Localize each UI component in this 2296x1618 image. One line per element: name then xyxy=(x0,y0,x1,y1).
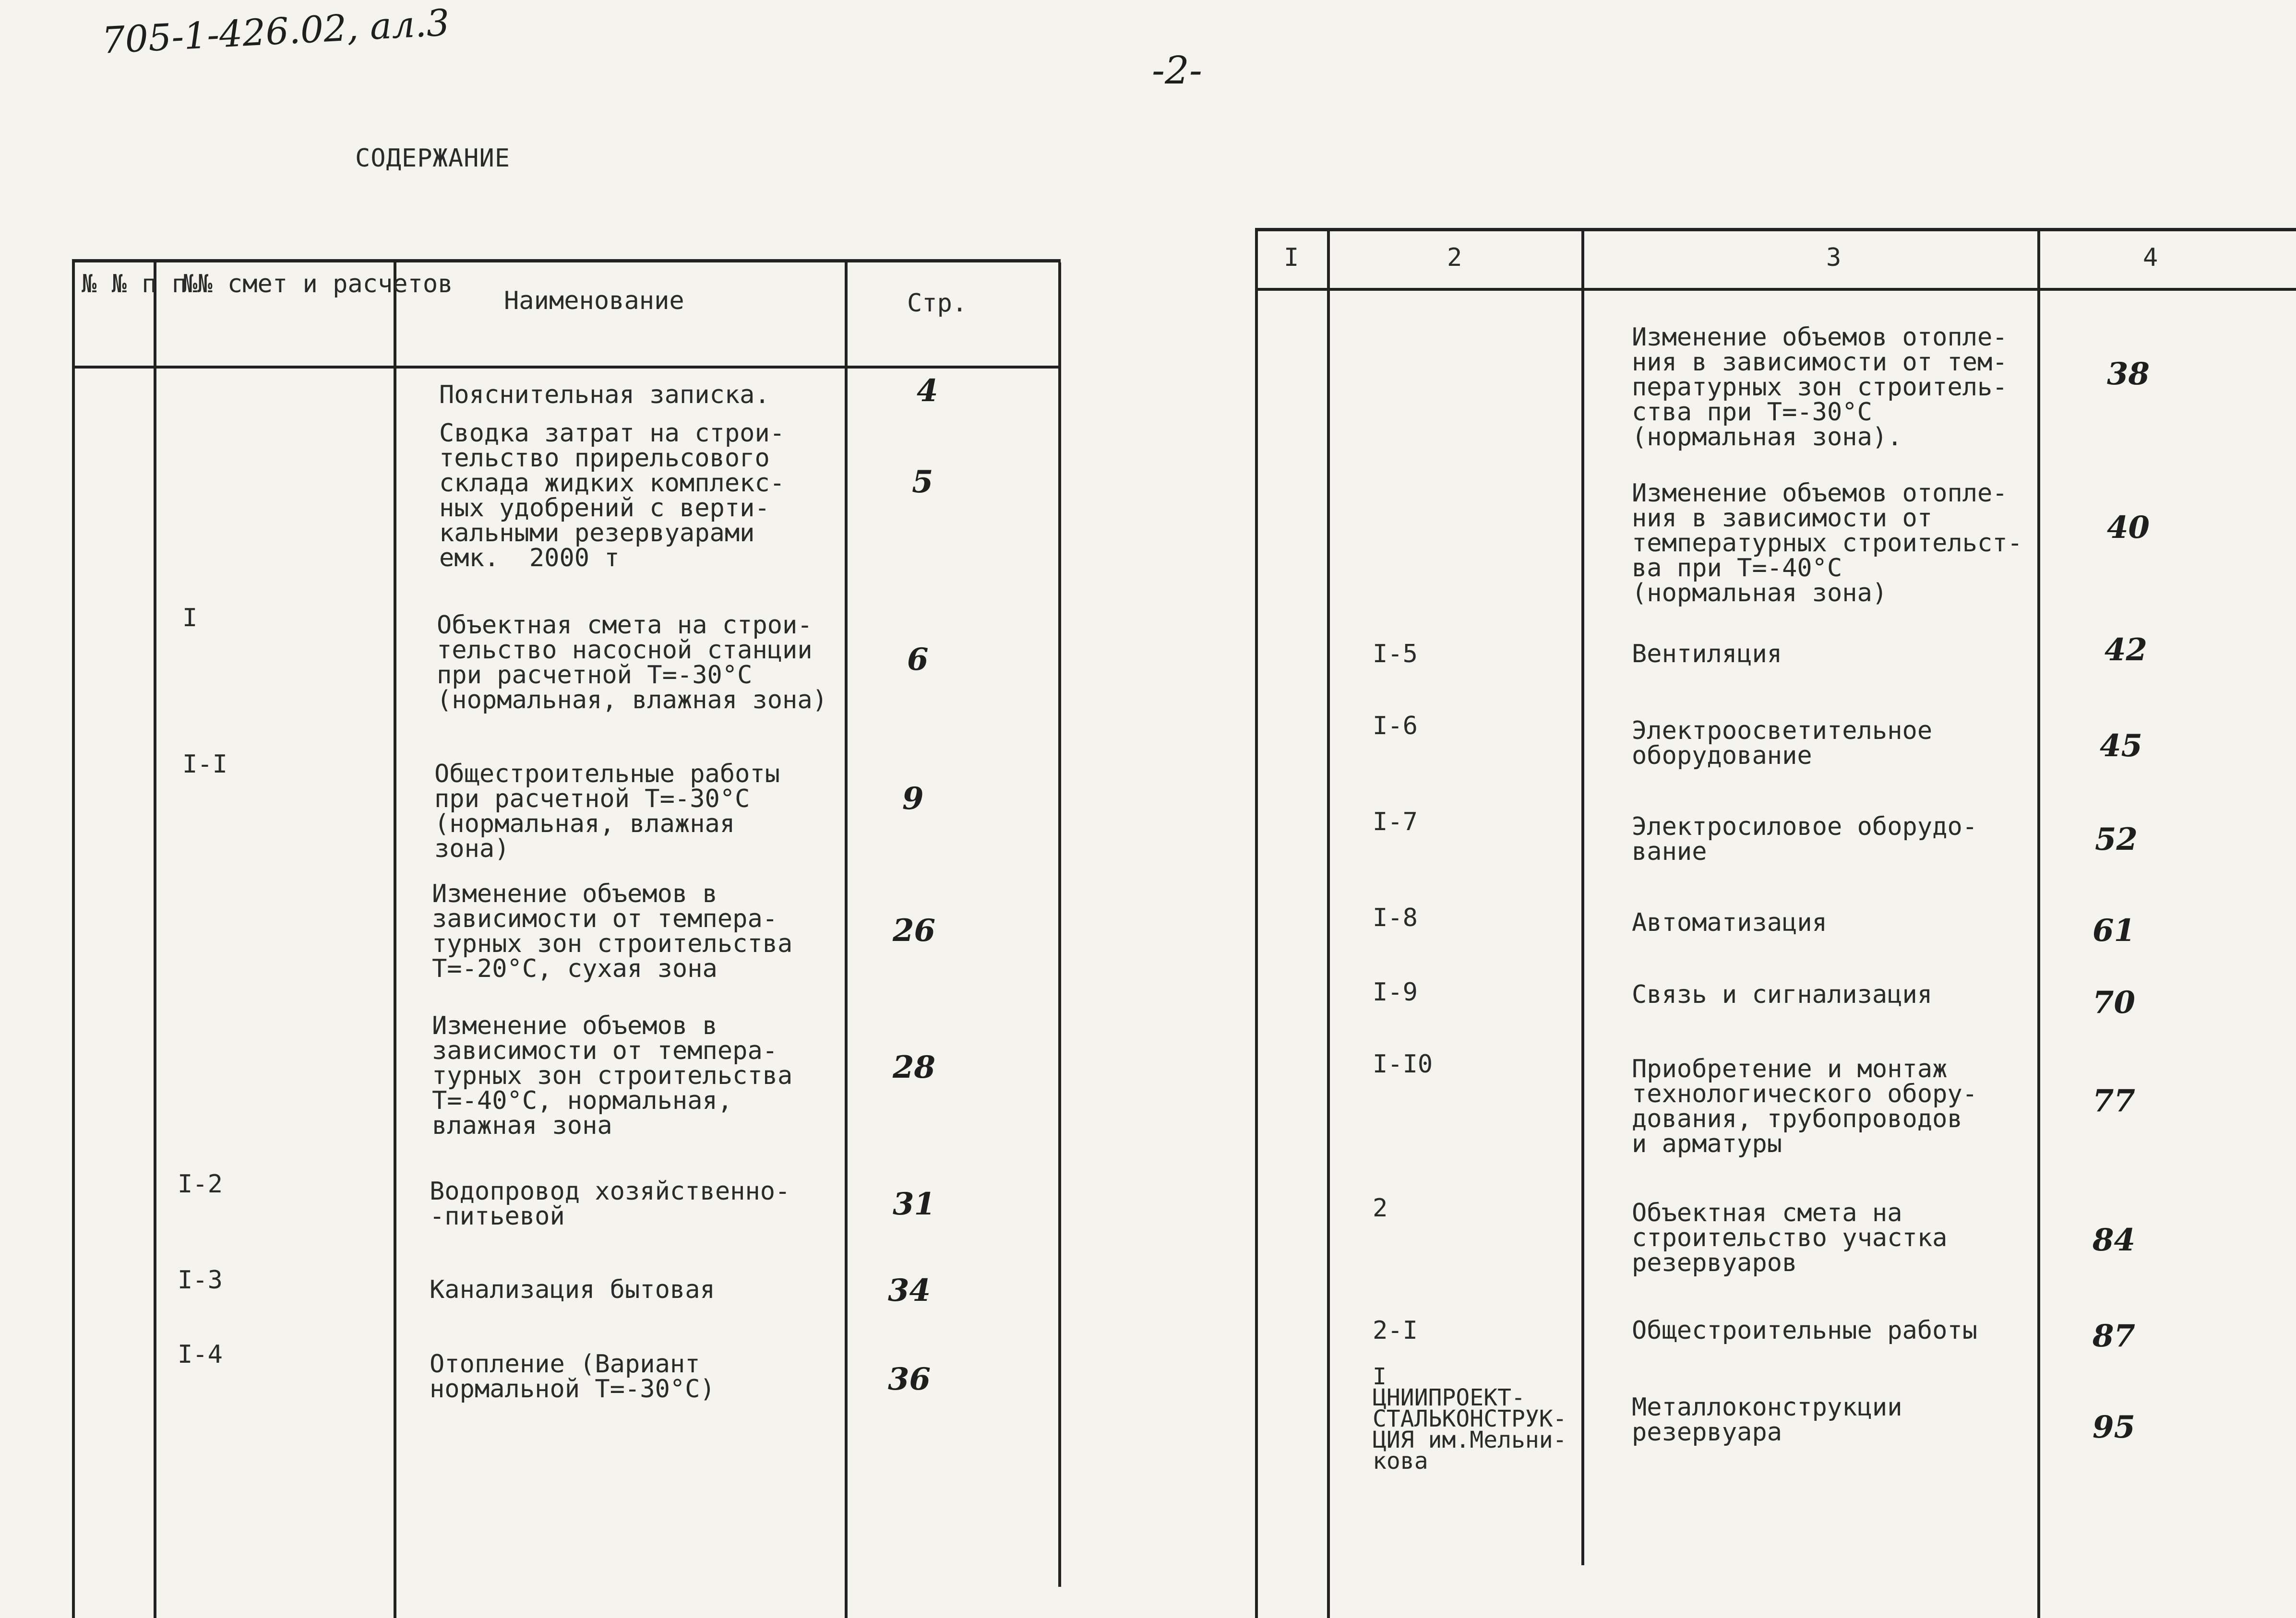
row-code: I-6 xyxy=(1373,712,1418,740)
column-header-page: Стр. xyxy=(907,289,968,318)
row-code: I-4 xyxy=(178,1340,223,1369)
contents-table-left xyxy=(72,259,1061,1618)
row-name: Вентиляция xyxy=(1632,640,1782,668)
row-page: 45 xyxy=(2100,728,2143,764)
row-code: I-I xyxy=(182,750,227,779)
row-name: Электроосветительное оборудование xyxy=(1632,716,1933,770)
row-page: 36 xyxy=(888,1361,931,1397)
row-code: I ЦНИИПРОЕКТ- СТАЛЬКОНСТРУК- ЦИЯ им.Мельни- кова xyxy=(1373,1363,1567,1475)
column-header-1: I xyxy=(1284,243,1299,272)
row-name: Металлоконструкции резервуара xyxy=(1632,1393,1902,1447)
row-page: 40 xyxy=(2107,510,2150,546)
row-name: Объектная смета на строи- тельство насосной станции при расчетной Т=-30°С (нормальная, влажная зона) xyxy=(437,611,827,714)
row-code: I-I0 xyxy=(1373,1050,1433,1079)
row-page: 28 xyxy=(893,1049,936,1085)
row-name: Автоматизация xyxy=(1632,908,1827,937)
row-page: 26 xyxy=(893,913,936,949)
row-page: 70 xyxy=(2093,985,2136,1021)
row-page: 87 xyxy=(2093,1318,2136,1354)
row-page: 84 xyxy=(2093,1222,2136,1258)
row-name: Общестроительные работы при расчетной Т=-30°С (нормальная, влажная зона) xyxy=(434,760,780,863)
row-page: 77 xyxy=(2093,1083,2136,1119)
row-page: 95 xyxy=(2093,1409,2136,1445)
row-name: Изменение объемов отопле- ния в зависимости от температурных строительст- ва при Т=-40°С (нормальная зона) xyxy=(1632,479,2022,607)
row-name: Канализация бытовая xyxy=(430,1275,715,1304)
row-code: I-8 xyxy=(1373,904,1418,932)
column-header-3: 3 xyxy=(1826,243,1842,272)
page-number: -2- xyxy=(1152,48,1202,93)
column-header-2: 2 xyxy=(1447,243,1462,272)
row-page: 61 xyxy=(2093,913,2136,949)
row-page: 31 xyxy=(893,1186,936,1222)
row-name: Сводка затрат на строи- тельство прирельсового склада жидких комплекс- ных удобрений с верти- кальными резервуарами емк. 2000 т xyxy=(439,419,785,572)
row-name: Водопровод хозяйственно- -питьевой xyxy=(430,1177,790,1231)
row-name: Приобретение и монтаж технологического обору- дования, трубопроводов и арматуры xyxy=(1632,1055,1978,1158)
row-code: 2-I xyxy=(1373,1316,1418,1345)
row-page: 42 xyxy=(2105,632,2148,668)
row-name: Общестроительные работы xyxy=(1632,1316,1978,1345)
row-page: 38 xyxy=(2107,356,2150,392)
row-page: 6 xyxy=(907,642,929,678)
column-header-4: 4 xyxy=(2143,243,2158,272)
document-code-handwritten: 705-1-426.02, ал.3 xyxy=(101,1,451,62)
row-page: 52 xyxy=(2095,821,2138,857)
column-header-name: Наименование xyxy=(504,286,684,315)
row-name: Изменение объемов отопле- ния в зависимости от тем- пературных зон строитель- ства при Т=-30°С (нормальная зона). xyxy=(1632,323,2008,452)
row-page: 5 xyxy=(912,464,933,500)
row-code: I-3 xyxy=(178,1266,223,1295)
row-page: 9 xyxy=(902,781,924,817)
row-name: Изменение объемов в зависимости от темпера- турных зон строительства Т=-20°С, сухая зона xyxy=(432,880,793,983)
row-page: 4 xyxy=(917,373,938,409)
row-code: I xyxy=(182,604,198,632)
row-name: Изменение объемов в зависимости от темпера- турных зон строительства Т=-40°С, нормальная, влажная зона xyxy=(432,1011,793,1140)
row-name: Отопление (Вариант нормальной Т=-30°С) xyxy=(430,1350,715,1404)
contents-title: СОДЕРЖАНИЕ xyxy=(355,144,511,173)
row-code: 2 xyxy=(1373,1194,1388,1223)
row-code: I-7 xyxy=(1373,808,1418,836)
row-name: Объектная смета на строительство участка резервуаров xyxy=(1632,1199,1948,1277)
column-header-number: № № п п xyxy=(82,270,187,298)
column-header-estimate-codes: №№ смет и расчетов xyxy=(182,270,453,298)
row-name: Пояснительная записка. xyxy=(439,381,770,409)
contents-table-right xyxy=(1255,228,2296,1618)
row-name: Электросиловое оборудо- вание xyxy=(1632,812,1978,866)
row-code: I-5 xyxy=(1373,640,1418,668)
row-page: 34 xyxy=(888,1273,931,1309)
row-name: Связь и сигнализация xyxy=(1632,980,1933,1009)
row-code: I-9 xyxy=(1373,978,1418,1007)
row-code: I-2 xyxy=(178,1170,223,1199)
